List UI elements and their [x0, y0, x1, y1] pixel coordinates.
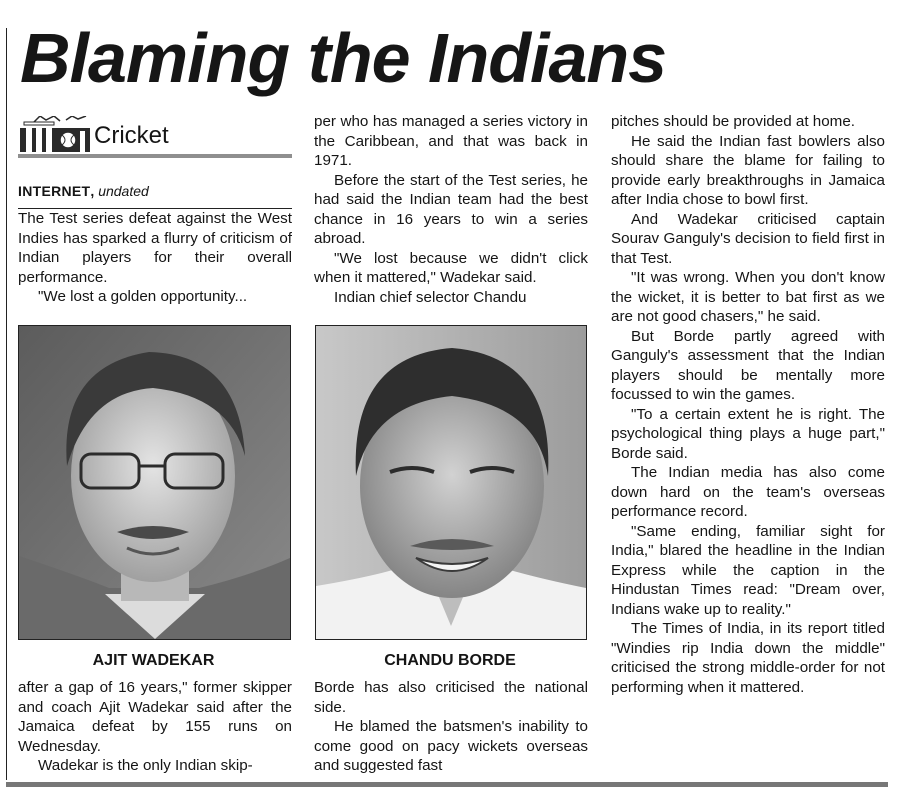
- paragraph: "It was wrong. When you don't know the wicket, it is better to bat first as we are not good chasers," he said.: [611, 269, 885, 325]
- column-2: [314, 112, 588, 307]
- dateline: [18, 182, 292, 209]
- paragraph: pitches should be provided at home.: [611, 113, 856, 130]
- paragraph: The Test series defeat against the West Indies has sparked a flurry of criticism of Indian players for their overall performance.: [18, 210, 292, 286]
- paragraph: The Indian media has also come down hard on the team's overseas performance record.: [611, 464, 885, 520]
- paragraph: Indian chief selector Chandu: [334, 288, 527, 306]
- paragraph: Before the start of the Test series, he had said the Indian team had the best chance in 16 years to win a series abroad.: [314, 171, 588, 247]
- photo-ajit-wadekar: [18, 325, 291, 640]
- paragraph: And Wadekar criticised captain Sourav Ganguly's decision to field first in that Test.: [611, 210, 885, 267]
- column-2-continued: [314, 678, 588, 776]
- paragraph: per who has managed a series victory in the Caribbean, and that was back in 1971.: [314, 113, 588, 169]
- paragraph: after a gap of 16 years," former skipper and coach Ajit Wadekar said after the Jamaica defeat by 155 runs on Wednesday.: [18, 679, 292, 755]
- column-1-continued: [18, 678, 292, 776]
- paragraph: He blamed the batsmen's inability to come good on pacy wickets overseas and suggested fast: [314, 718, 588, 774]
- photo-caption-borde: CHANDU BORDE: [384, 652, 516, 669]
- photo-chandu-borde: [315, 325, 587, 640]
- paragraph: Wadekar is the only Indian skip-: [38, 757, 253, 774]
- bottom-rule: [6, 782, 888, 787]
- dateline-separator: ,: [90, 183, 95, 199]
- dateline-date: undated: [98, 183, 149, 199]
- paragraph: "We lost a golden opportunity...: [38, 288, 248, 305]
- left-margin-rule: [6, 28, 7, 780]
- column-3: [611, 112, 885, 697]
- paragraph: Borde has also criticised the national side.: [314, 679, 588, 716]
- section-label: Cricket: [94, 122, 169, 149]
- section-logo: [18, 116, 292, 154]
- paragraph: "We lost because we didn't click when it mattered," Wadekar said.: [314, 249, 588, 286]
- paragraph: But Borde partly agreed with Ganguly's assessment that the Indian players should be mentally more focussed to win the games.: [611, 327, 885, 403]
- paragraph: He said the Indian fast bowlers also should share the blame for failing to provide early breakthroughs in Jamaica after India chose to bowl first.: [611, 132, 885, 208]
- column-1: [18, 116, 292, 307]
- dateline-place: INTERNET: [18, 183, 91, 199]
- photo-caption-wadekar: AJIT WADEKAR: [92, 652, 215, 669]
- paragraph: The Times of India, in its report titled "Windies rip India down the middle" criticised the strong middle-order for not performing when it mattered.: [611, 620, 885, 696]
- headline: Blaming the Indians: [20, 19, 667, 97]
- paragraph: "To a certain extent he is right. The psychological thing plays a huge part," Borde said.: [611, 405, 885, 462]
- cricket-stumps-icon: [20, 116, 90, 158]
- paragraph: "Same ending, familiar sight for India," blared the headline in the Indian Express while the caption in the Hindustan Times read: "Dream over, Indians wake up to reality.": [611, 522, 885, 618]
